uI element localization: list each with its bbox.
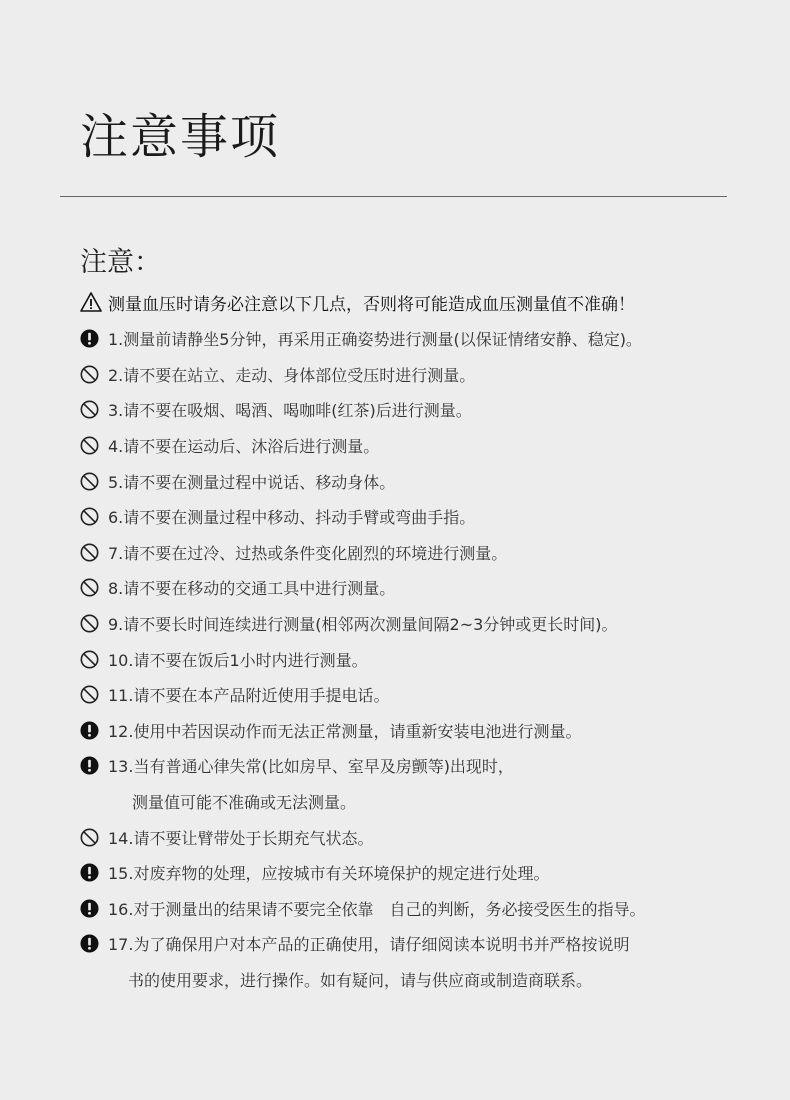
list-item [80, 357, 760, 393]
list-item [80, 819, 760, 855]
page-title: 注意事项 [80, 109, 281, 165]
list-item-continuation [80, 962, 760, 998]
list-item-text: 书的使用要求，进行操作。如有疑问，请与供应商或制造商联系。 [128, 970, 593, 990]
list-item [80, 606, 760, 642]
list-item-text: 4.请不要在运动后、沐浴后进行测量。 [108, 437, 380, 457]
list-item [80, 641, 760, 677]
list-item-text: 3.请不要在吸烟、喝酒、喝咖啡(红茶)后进行测量。 [108, 401, 472, 421]
list-item-text: 5.请不要在测量过程中说话、移动身体。 [108, 472, 396, 492]
exclamation-icon [80, 934, 99, 953]
list-item [80, 891, 760, 927]
list-item [80, 570, 760, 606]
list-item-text: 2.请不要在站立、走动、身体部位受压时进行测量。 [108, 365, 476, 385]
prohibited-icon [80, 685, 99, 704]
list-item-text: 10.请不要在饭后1小时内进行测量。 [108, 650, 368, 670]
list-item-text: 测量值可能不准确或无法测量。 [132, 793, 357, 813]
list-item-text: 12.使用中若因误动作而无法正常测量，请重新安装电池进行测量。 [108, 721, 582, 741]
title-divider [60, 196, 727, 197]
list-item [80, 748, 760, 784]
list-item-text: 14.请不要让臂带处于长期充气状态。 [108, 828, 374, 848]
warning-text: 测量血压时请务必注意以下几点，否则将可能造成血压测量值不准确！ [108, 294, 635, 315]
list-item [80, 499, 760, 535]
prohibited-icon [80, 472, 99, 491]
list-item [80, 428, 760, 464]
list-item-text: 15.对废弃物的处理，应按城市有关环境保护的规定进行处理。 [108, 864, 550, 884]
list-item-text: 9.请不要长时间连续进行测量(相邻两次测量间隔2~3分钟或更长时间)。 [108, 615, 618, 635]
list-item [80, 855, 760, 891]
prohibited-icon [80, 436, 99, 455]
list-item-text: 13.当有普通心律失常(比如房早、室早及房颤等)出现时， [108, 757, 514, 777]
list-item-text: 6.请不要在测量过程中移动、抖动手臂或弯曲手指。 [108, 508, 476, 528]
list-item [80, 321, 760, 357]
list-item-text: 16.对于测量出的结果请不要完全依靠 自己的判断，务必接受医生的指导。 [108, 899, 646, 919]
list-item [80, 713, 760, 749]
list-item-text: 11.请不要在本产品附近使用手提电话。 [108, 686, 390, 706]
prohibited-icon [80, 578, 99, 597]
prohibited-icon [80, 650, 99, 669]
exclamation-icon [80, 721, 99, 740]
warning-line [80, 288, 635, 316]
list-item-text: 8.请不要在移动的交通工具中进行测量。 [108, 579, 396, 599]
prohibited-icon [80, 365, 99, 384]
prohibited-icon [80, 507, 99, 526]
list-item-text: 7.请不要在过冷、过热或条件变化剧烈的环境进行测量。 [108, 543, 508, 563]
list-item [80, 677, 760, 713]
section-heading: 注意： [80, 247, 161, 278]
warning-triangle-icon [80, 291, 102, 313]
exclamation-icon [80, 329, 99, 348]
list-item [80, 926, 760, 962]
prohibited-icon [80, 543, 99, 562]
exclamation-icon [80, 899, 99, 918]
exclamation-icon [80, 863, 99, 882]
prohibited-icon [80, 400, 99, 419]
prohibited-icon [80, 828, 99, 847]
exclamation-icon [80, 756, 99, 775]
list-item-text: 17.为了确保用户对本产品的正确使用，请仔细阅读本说明书并严格按说明 [108, 935, 630, 955]
list-item-continuation [80, 784, 760, 820]
list-item-text: 1.测量前请静坐5分钟，再采用正确姿势进行测量(以保证情绪安静、稳定)。 [108, 330, 642, 350]
list-item [80, 392, 760, 428]
list-item [80, 535, 760, 571]
list-item [80, 463, 760, 499]
precaution-list [80, 321, 760, 997]
prohibited-icon [80, 614, 99, 633]
